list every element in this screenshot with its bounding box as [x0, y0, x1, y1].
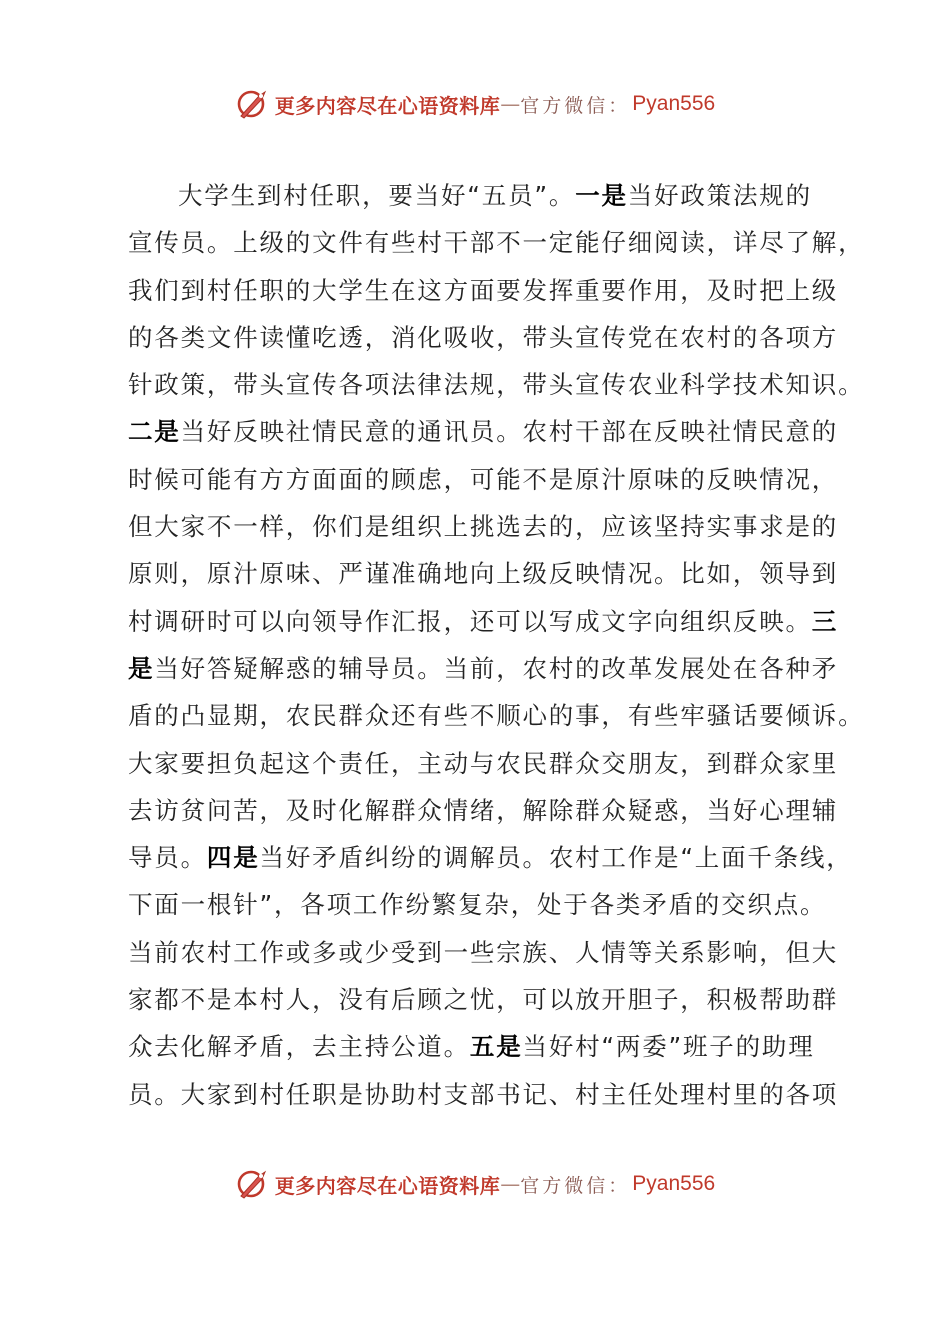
text-line — [128, 503, 838, 550]
text-line — [128, 456, 838, 503]
banner-wechat-label: 官方微信： — [520, 1174, 631, 1197]
text-run: 去访贫问苦，及时化解群众情绪，解除群众疑惑，当好心理辅 — [128, 795, 839, 825]
text-run: 原则，原汁原味、严谨准确地向上级反映情况。比如，领导到 — [128, 559, 839, 589]
banner-wechat-label: 官方微信： — [520, 94, 631, 117]
text-run: 导员。 — [128, 843, 207, 873]
text-run: 宣传员。上级的文件有些村干部不一定能仔细阅读，详尽了解， — [128, 228, 865, 258]
text-line — [128, 881, 838, 928]
emphasis-label: 是 — [128, 653, 155, 683]
text-run: 当前农村工作或多或少受到一些宗族、人情等关系影响，但大 — [128, 937, 839, 967]
text-run: 当好矛盾纠纷的调解员。农村工作是“上面千条线， — [259, 843, 853, 873]
text-run: 我们到村任职的大学生在这方面要发挥重要作用，及时把上级 — [128, 275, 839, 305]
text-run: 当好反映社情民意的通讯员。农村干部在反映社情民意的 — [180, 417, 839, 447]
text-line — [128, 598, 838, 645]
text-run: 当好答疑解惑的辅导员。当前，农村的改革发展处在各种矛 — [154, 653, 839, 683]
banner-title: 更多内容尽在心语资料库 — [274, 93, 501, 118]
text-line — [128, 787, 838, 834]
document-body — [128, 172, 865, 1118]
emphasis-label: 五是 — [469, 1032, 523, 1062]
text-run: 时候可能有方方面面的顾虑，可能不是原汁原味的反映情况， — [128, 464, 839, 494]
text-line — [128, 550, 838, 597]
text-line — [128, 219, 865, 266]
text-run: 众去化解矛盾，去主持公道。 — [128, 1032, 470, 1062]
text-run: 盾的凸显期，农民群众还有些不顺心的事，有些牢骚话要倾诉。 — [128, 701, 865, 731]
pen-logo-icon — [235, 1166, 271, 1202]
footer-banner — [0, 1162, 950, 1206]
text-run: 村调研时可以向领导作汇报，还可以写成文字向组织反映。 — [128, 606, 812, 636]
emphasis-label: 四是 — [206, 843, 260, 873]
text-run: 大家要担负起这个责任，主动与农民群众交朋友，到群众家里 — [128, 748, 839, 778]
text-line — [128, 267, 838, 314]
text-run: 大学生到村任职，要当好“五员”。 — [178, 181, 576, 210]
text-line — [128, 1023, 838, 1070]
header-banner — [0, 82, 950, 126]
text-run: 针政策，带头宣传各项法律法规，带头宣传农业科学技术知识。 — [128, 370, 865, 400]
text-run: 当好村“两委”班子的助理 — [522, 1032, 815, 1062]
text-line — [128, 976, 838, 1023]
banner-separator: — — [500, 1172, 521, 1196]
text-line — [128, 834, 853, 881]
banner-title: 更多内容尽在心语资料库 — [274, 1173, 501, 1198]
text-line — [128, 1071, 838, 1118]
banner-separator: — — [500, 92, 521, 116]
text-line — [128, 740, 838, 787]
text-run: 下面一根针”，各项工作纷繁复杂，处于各类矛盾的交织点。 — [128, 890, 827, 920]
text-line — [128, 408, 838, 455]
text-line — [128, 314, 838, 361]
text-run: 当好政策法规的 — [627, 181, 812, 210]
text-line — [128, 692, 865, 739]
emphasis-label: 二是 — [128, 417, 181, 447]
text-line — [128, 929, 838, 976]
text-line — [128, 645, 838, 692]
banner-wechat-id: Pyan556 — [632, 1172, 716, 1195]
text-run: 员。大家到村任职是协助村支部书记、村主任处理村里的各项 — [128, 1079, 839, 1109]
text-line — [128, 361, 865, 408]
emphasis-label: 三 — [811, 606, 839, 636]
text-run: 的各类文件读懂吃透，消化吸收，带头宣传党在农村的各项方 — [128, 322, 839, 352]
emphasis-label: 一是 — [575, 181, 628, 210]
text-line — [128, 172, 838, 219]
pen-logo-icon — [235, 86, 271, 122]
banner-wechat-id: Pyan556 — [632, 92, 716, 115]
text-run: 家都不是本村人，没有后顾之忧，可以放开胆子，积极帮助群 — [128, 985, 839, 1015]
text-run: 但大家不一样，你们是组织上挑选去的，应该坚持实事求是的 — [128, 512, 839, 542]
